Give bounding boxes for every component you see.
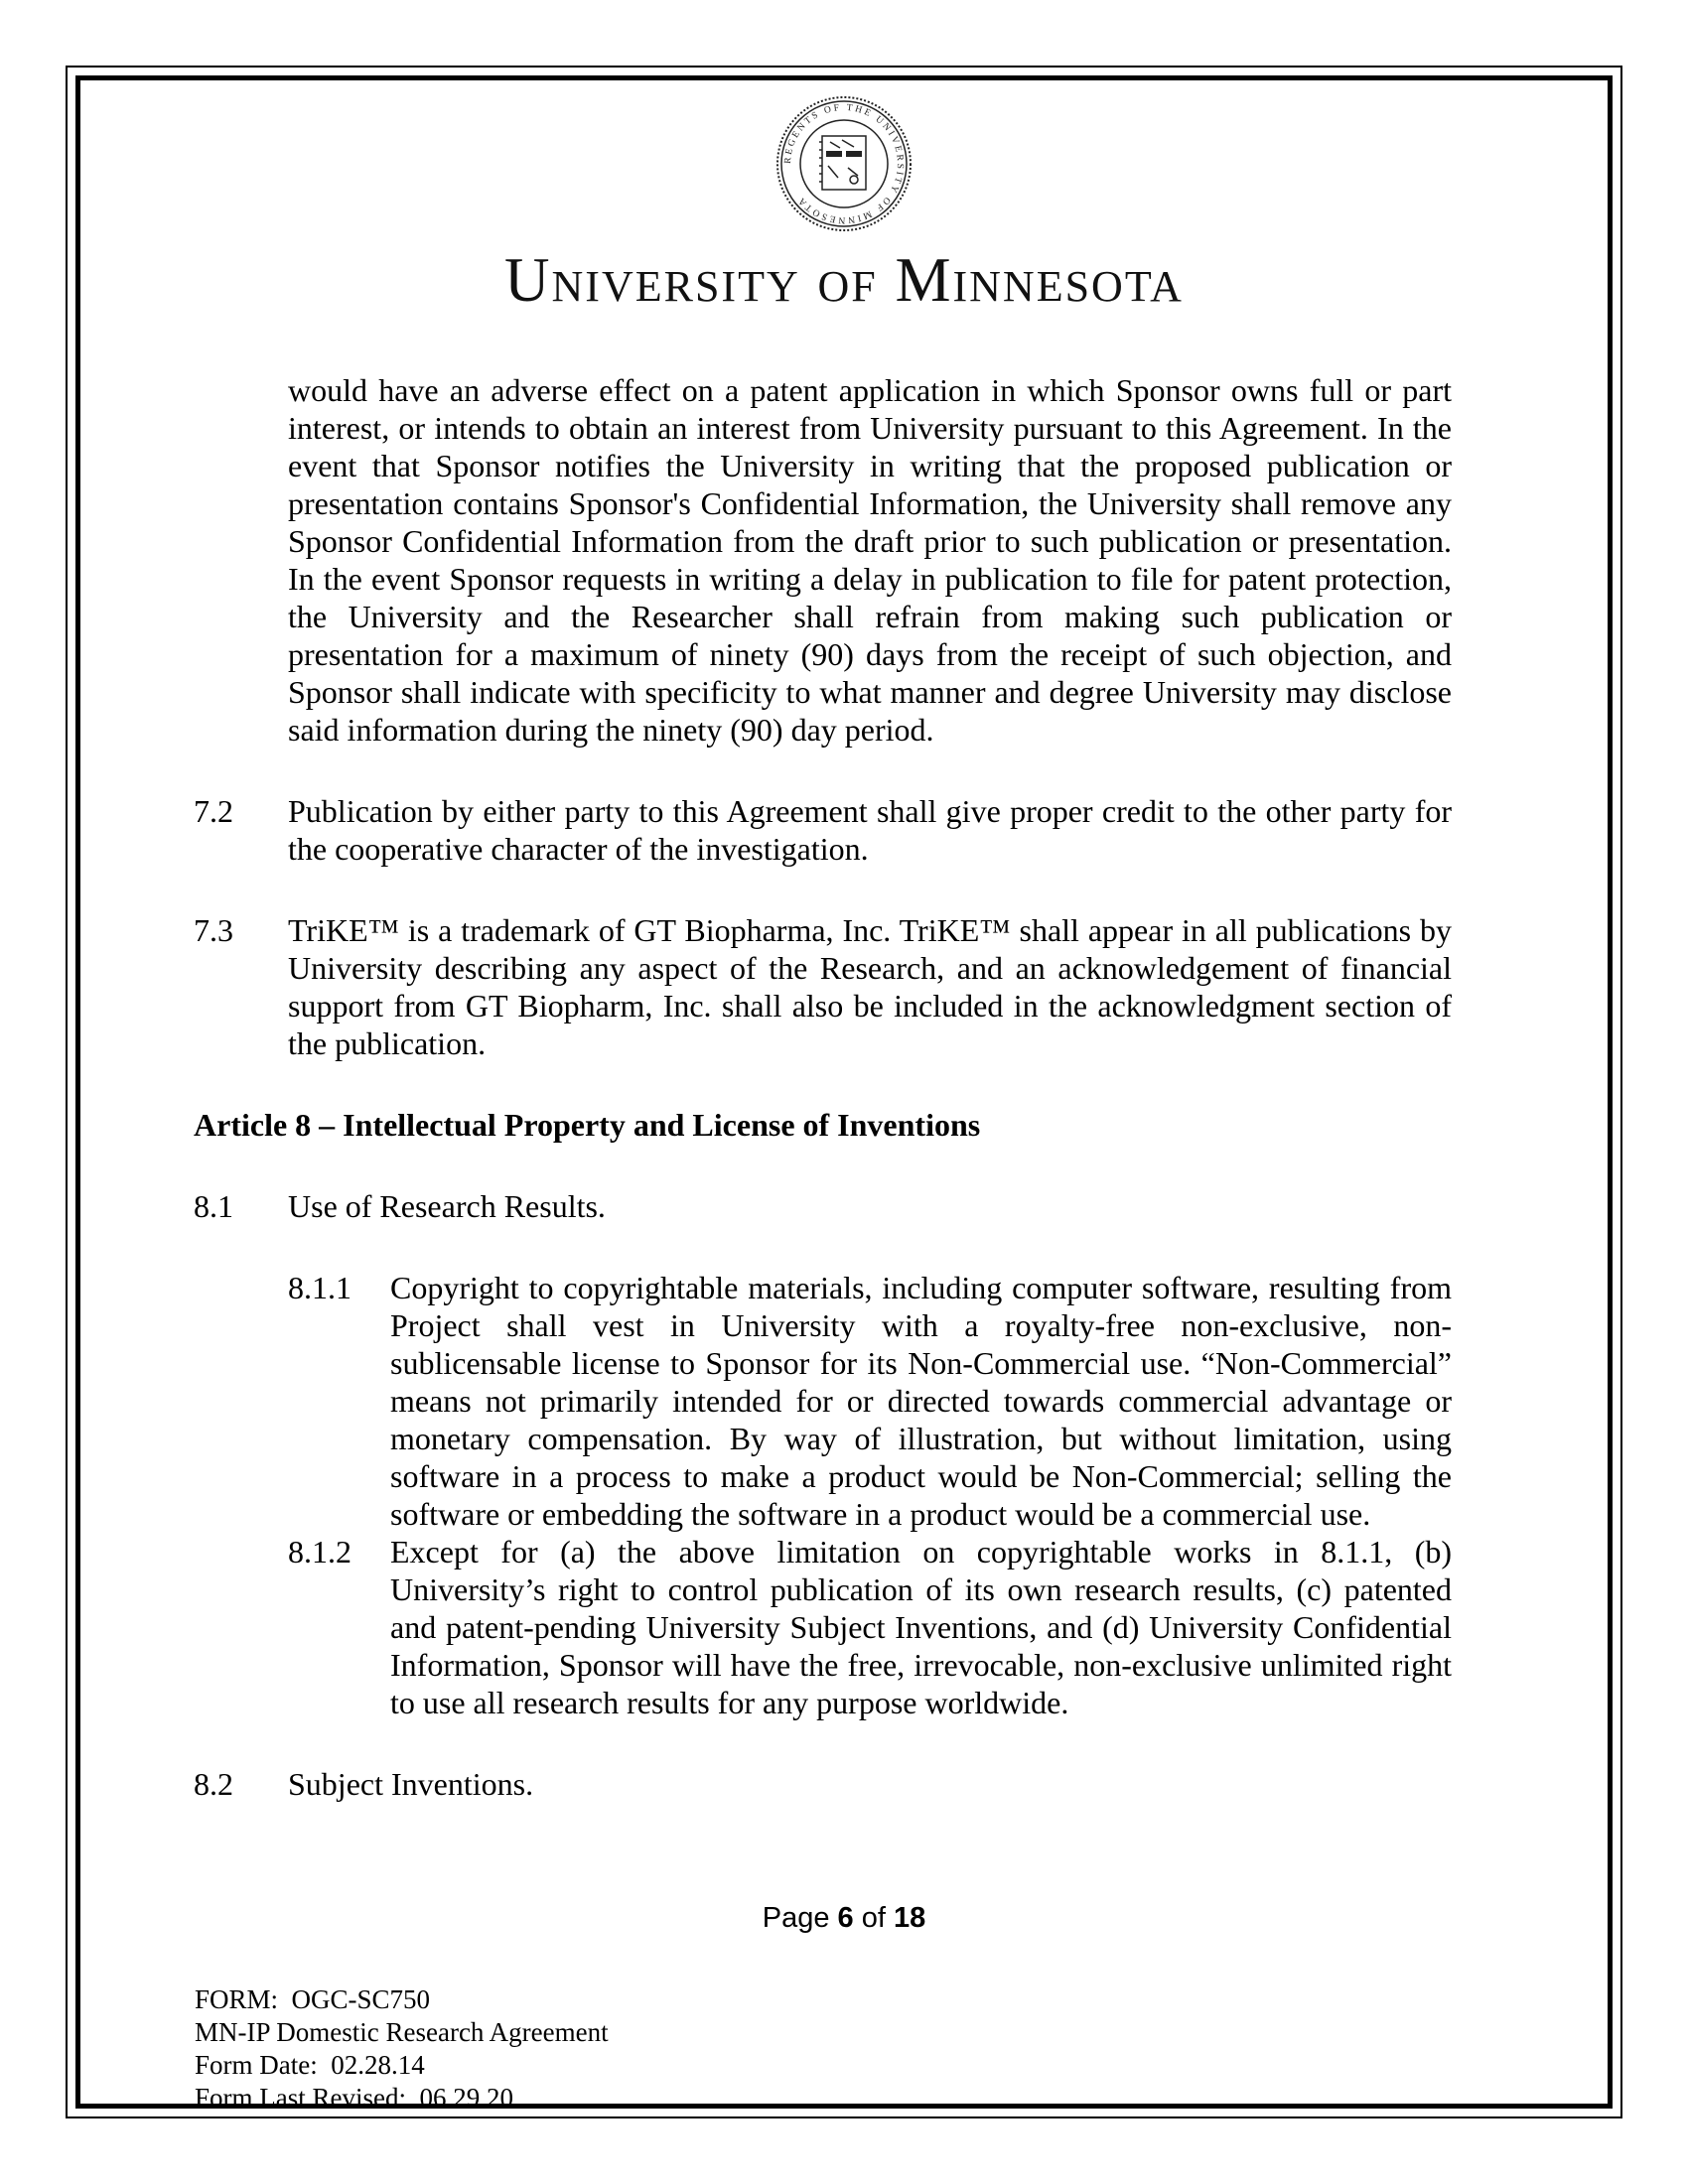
subsection-8-1-1 [288,1269,1452,1533]
article-8-heading: Article 8 – Intellectual Property and License of Inventions [194,1107,981,1143]
section-text: Use of Research Results. [288,1188,606,1224]
section-text: Subject Inventions. [288,1766,534,1802]
section-number: 7.3 [194,912,233,948]
seal-circular-text: REGENTS OF THE UNIVERSITY OF MINNESOTA [782,102,906,225]
section-number: 8.1 [194,1188,233,1224]
section-7-3 [194,911,1452,1062]
form-title: MN-IP Domestic Research Agreement [195,2017,609,2047]
section-text: Publication by either party to this Agreement shall give proper credit to the other party for the cooperative character of the investigation. [288,793,1452,867]
form-last-revised: Form Last Revised: 06.29.20 [195,2083,513,2113]
document-body [194,371,1452,1803]
svg-text:REGENTS OF THE UNIVERSITY OF M [783,103,905,224]
section-7-2 [194,792,1452,868]
subsection-number: 8.1.1 [288,1270,352,1305]
subsection-text: Except for (a) the above limitation on copyrightable works in 8.1.1, (b) University’s right to control publication of its own research results, (c) patented and patent-pending University Subject Inventions, and (d) University Confidential Information, Sponsor will have the free, irrevocable, non-exclusive unlimited right to use all research results for any purpose worldwide. [390,1534,1452,1720]
current-page-number: 6 [837,1902,854,1934]
subsection-8-1-2 [288,1533,1452,1721]
subsections-8-1 [288,1269,1452,1721]
page-indicator [0,1902,1688,1935]
seal-emblem [819,136,866,190]
subsection-number: 8.1.2 [288,1534,352,1570]
paragraph-continuation: would have an adverse effect on a patent application in which Sponsor owns full or part interest, or intends to obtain an interest from University pursuant to this Agreement. In the event that Sponsor notifies the University in writing that the proposed publication or presentation contains Sponsor's Confidential Information, the University shall remove any Sponsor Confidential Information from the draft prior to such publication or presentation. In the event Sponsor requests in writing a delay in publication to file for patent protection, the University and the Researcher shall refrain from making such publication or presentation for a maximum of ninety (90) days from the receipt of such objection, and Sponsor shall indicate with specificity to what manner and degree University may disclose said information during the ninety (90) day period. [288,372,1452,748]
university-wordmark: University of Minnesota [504,245,1184,315]
section-text: TriKE™ is a trademark of GT Biopharma, Inc. TriKE™ shall appear in all publications by University describing any aspect of the Research, and an acknowledgement of financial support from GT Biopharm, Inc. shall also be included in the acknowledgment section of the publication. [288,912,1452,1061]
total-page-number: 18 [893,1902,926,1934]
subsection-text: Copyright to copyrightable materials, including computer software, resulting from Project shall vest in University with a royalty-free non-exclusive, non-sublicensable license to Sponsor for its Non-Commercial use. “Non-Commercial” means not primarily intended for or directed towards commercial advantage or monetary compensation. By way of illustration, but without limitation, using software in a process to make a product would be Non-Commercial; selling the software or embedding the software in a product would be a commercial use. [390,1270,1452,1532]
page-label: Page [762,1902,830,1934]
form-number: FORM: OGC-SC750 [195,1984,431,2014]
university-seal-icon [774,94,914,233]
section-8-1 [194,1187,1452,1225]
section-number: 8.2 [194,1766,233,1802]
section-number: 7.2 [194,793,233,829]
form-date: Form Date: 02.28.14 [195,2050,425,2080]
of-label: of [861,1902,886,1934]
form-footer [195,1983,609,2115]
section-8-2 [194,1765,1452,1803]
